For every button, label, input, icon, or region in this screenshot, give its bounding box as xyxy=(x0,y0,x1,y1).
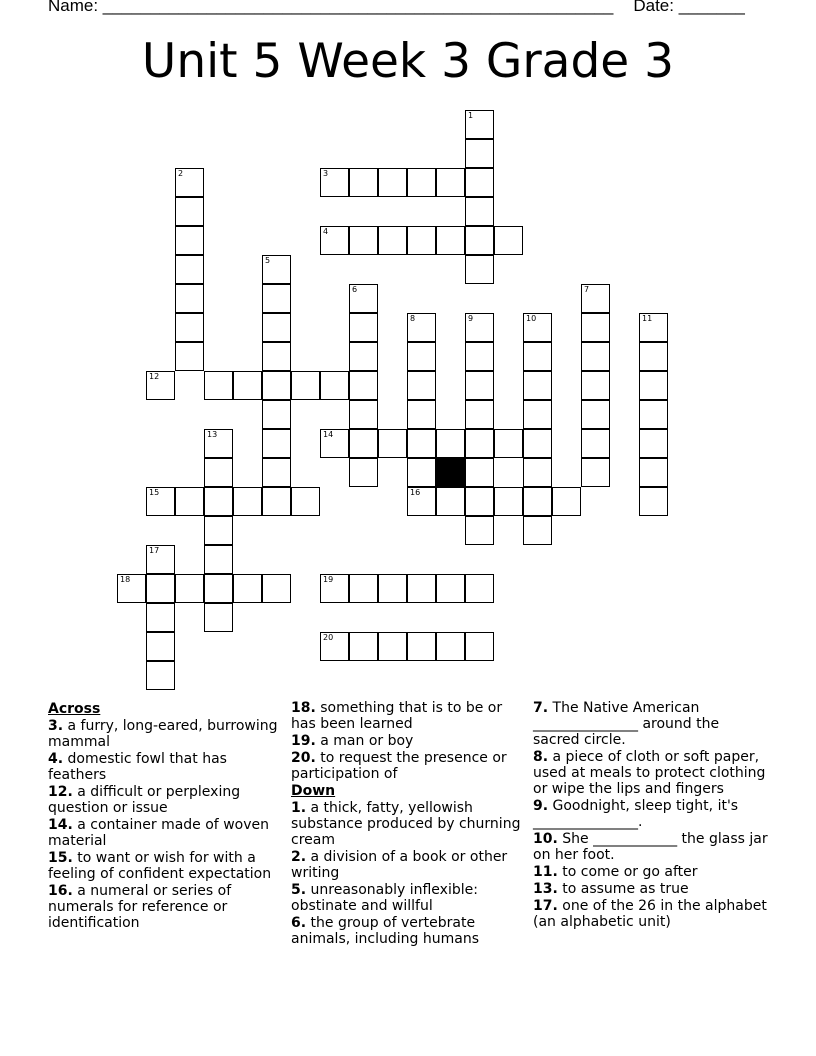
clue-text: something that is to be or has been learned xyxy=(291,700,503,732)
grid-cell[interactable] xyxy=(436,574,465,603)
grid-cell[interactable] xyxy=(465,516,494,545)
grid-cell[interactable] xyxy=(465,342,494,371)
grid-cell[interactable] xyxy=(320,574,349,603)
clue-text: a man or boy xyxy=(315,733,414,749)
grid-cell[interactable] xyxy=(175,313,204,342)
clue-number-label: 12. xyxy=(48,784,73,800)
clue-text: a thick, fatty, yellowish substance produced by churning cream xyxy=(291,800,521,848)
grid-cell[interactable] xyxy=(262,284,291,313)
grid-cell[interactable] xyxy=(639,342,668,371)
grid-cell[interactable] xyxy=(320,168,349,197)
grid-cell[interactable] xyxy=(465,226,494,255)
clue-number: 20 xyxy=(323,633,334,642)
grid-cell[interactable] xyxy=(465,458,494,487)
grid-cell[interactable] xyxy=(349,284,378,313)
grid-cell[interactable] xyxy=(436,168,465,197)
grid-cell[interactable] xyxy=(204,516,233,545)
grid-cell[interactable] xyxy=(262,400,291,429)
grid-cell[interactable] xyxy=(204,574,233,603)
grid-cell[interactable] xyxy=(175,255,204,284)
grid-cell[interactable] xyxy=(465,139,494,168)
clue-item xyxy=(291,882,523,914)
grid-cell[interactable] xyxy=(581,284,610,313)
grid-cell[interactable] xyxy=(349,574,378,603)
clue-item xyxy=(291,800,523,848)
clue-text: a piece of cloth or soft paper, used at meals to protect clothing or wipe the lips and fingers xyxy=(533,749,766,797)
grid-cell[interactable] xyxy=(465,168,494,197)
clue-text: unreasonably inflexible: obstinate and willful xyxy=(291,882,478,914)
clue-text: a numeral or series of numerals for reference or identification xyxy=(48,883,232,931)
grid-cell[interactable] xyxy=(407,429,436,458)
grid-cell[interactable] xyxy=(320,371,349,400)
clue-text: the group of vertebrate animals, including humans xyxy=(291,915,479,947)
grid-cell[interactable] xyxy=(465,197,494,226)
grid-cell[interactable] xyxy=(494,429,523,458)
grid-cell[interactable] xyxy=(349,342,378,371)
down-clue-list-continued xyxy=(533,700,769,930)
clue-number-label: 9. xyxy=(533,798,549,814)
grid-cell[interactable] xyxy=(465,400,494,429)
grid-cell[interactable] xyxy=(639,313,668,342)
clue-column-2 xyxy=(291,700,523,948)
clue-item xyxy=(48,784,278,816)
grid-cell[interactable] xyxy=(581,313,610,342)
clue-number: 16 xyxy=(410,488,421,497)
grid-cell[interactable] xyxy=(407,226,436,255)
grid-cell[interactable] xyxy=(204,458,233,487)
clue-number: 6 xyxy=(352,285,358,294)
clue-number-label: 19. xyxy=(291,733,316,749)
clue-item xyxy=(291,849,523,881)
clue-number-label: 18. xyxy=(291,700,316,716)
grid-cell[interactable] xyxy=(639,487,668,516)
clue-item xyxy=(533,749,769,797)
grid-cell[interactable] xyxy=(378,226,407,255)
grid-cell[interactable] xyxy=(175,487,204,516)
grid-cell[interactable] xyxy=(436,487,465,516)
grid-cell[interactable] xyxy=(233,574,262,603)
clue-item xyxy=(48,817,278,849)
clue-text: Goodnight, sleep tight, it's _______________. xyxy=(533,798,739,830)
clue-number-label: 11. xyxy=(533,864,558,880)
grid-cell[interactable] xyxy=(407,458,436,487)
clue-number: 5 xyxy=(265,256,271,265)
clue-item xyxy=(533,881,769,897)
grid-cell[interactable] xyxy=(262,371,291,400)
clue-text: a division of a book or other writing xyxy=(291,849,508,881)
clue-text: to want or wish for with a feeling of confident expectation xyxy=(48,850,272,882)
grid-cell[interactable] xyxy=(349,226,378,255)
grid-cell[interactable] xyxy=(639,400,668,429)
clue-item xyxy=(533,864,769,880)
clue-number: 19 xyxy=(323,575,334,584)
clue-item xyxy=(48,850,278,882)
clue-number-label: 7. xyxy=(533,700,549,716)
grid-cell[interactable] xyxy=(407,168,436,197)
clue-text: a furry, long-eared, burrowing mammal xyxy=(48,718,278,750)
clue-column-3 xyxy=(533,700,769,931)
grid-cell[interactable] xyxy=(465,313,494,342)
grid-cell[interactable] xyxy=(581,400,610,429)
grid-cell[interactable] xyxy=(262,313,291,342)
grid-cell[interactable] xyxy=(523,342,552,371)
clue-number-label: 2. xyxy=(291,849,307,865)
grid-cell[interactable] xyxy=(262,458,291,487)
clue-item xyxy=(533,700,769,748)
grid-cell[interactable] xyxy=(552,487,581,516)
grid-cell[interactable] xyxy=(639,458,668,487)
grid-cell[interactable] xyxy=(146,661,175,690)
grid-cell[interactable] xyxy=(146,487,175,516)
grid-cell[interactable] xyxy=(407,632,436,661)
grid-cell[interactable] xyxy=(523,400,552,429)
grid-cell[interactable] xyxy=(146,545,175,574)
grid-cell[interactable] xyxy=(465,574,494,603)
clue-number-label: 13. xyxy=(533,881,558,897)
clue-text: one of the 26 in the alphabet (an alphabetic unit) xyxy=(533,898,767,930)
grid-cell[interactable] xyxy=(204,487,233,516)
grid-cell[interactable] xyxy=(378,632,407,661)
grid-cell[interactable] xyxy=(639,429,668,458)
black-square xyxy=(436,458,465,487)
clue-number-label: 5. xyxy=(291,882,307,898)
clue-text: domestic fowl that has feathers xyxy=(48,751,227,783)
clue-number-label: 1. xyxy=(291,800,307,816)
clue-text: a container made of woven material xyxy=(48,817,269,849)
grid-cell[interactable] xyxy=(581,342,610,371)
clue-text: to request the presence or participation of xyxy=(291,750,507,782)
grid-cell[interactable] xyxy=(436,632,465,661)
clue-number-label: 6. xyxy=(291,915,307,931)
clue-number: 9 xyxy=(468,314,474,323)
grid-cell[interactable] xyxy=(465,255,494,284)
grid-cell[interactable] xyxy=(175,574,204,603)
clue-number-label: 20. xyxy=(291,750,316,766)
grid-cell[interactable] xyxy=(175,197,204,226)
grid-cell[interactable] xyxy=(523,313,552,342)
across-clue-list xyxy=(48,718,278,931)
grid-cell[interactable] xyxy=(349,400,378,429)
clue-number-label: 10. xyxy=(533,831,558,847)
grid-cell[interactable] xyxy=(233,487,262,516)
clue-number: 7 xyxy=(584,285,590,294)
clue-number-label: 15. xyxy=(48,850,73,866)
clue-item xyxy=(291,915,523,947)
grid-cell[interactable] xyxy=(175,168,204,197)
grid-cell[interactable] xyxy=(233,371,262,400)
clue-item xyxy=(291,700,523,732)
grid-cell[interactable] xyxy=(262,342,291,371)
grid-cell[interactable] xyxy=(407,574,436,603)
grid-cell[interactable] xyxy=(146,632,175,661)
clue-text: She ____________ the glass jar on her foot. xyxy=(533,831,768,863)
grid-cell[interactable] xyxy=(523,487,552,516)
grid-cell[interactable] xyxy=(465,487,494,516)
clue-column-1 xyxy=(48,700,278,932)
grid-cell[interactable] xyxy=(262,487,291,516)
grid-cell[interactable] xyxy=(581,458,610,487)
grid-cell[interactable] xyxy=(204,429,233,458)
clue-number-label: 3. xyxy=(48,718,64,734)
grid-cell[interactable] xyxy=(494,226,523,255)
grid-cell[interactable] xyxy=(407,342,436,371)
grid-cell[interactable] xyxy=(146,371,175,400)
clue-text: to come or go after xyxy=(557,864,698,880)
grid-cell[interactable] xyxy=(175,226,204,255)
clue-number-label: 16. xyxy=(48,883,73,899)
grid-cell[interactable] xyxy=(204,545,233,574)
grid-cell[interactable] xyxy=(320,226,349,255)
grid-cell[interactable] xyxy=(320,429,349,458)
grid-cell[interactable] xyxy=(465,632,494,661)
clue-number: 14 xyxy=(323,430,334,439)
grid-cell[interactable] xyxy=(378,429,407,458)
grid-cell[interactable] xyxy=(175,284,204,313)
clue-text: to assume as true xyxy=(557,881,689,897)
grid-cell[interactable] xyxy=(581,371,610,400)
grid-cell[interactable] xyxy=(320,632,349,661)
grid-cell[interactable] xyxy=(523,458,552,487)
clue-item xyxy=(48,718,278,750)
clue-number: 4 xyxy=(323,227,329,236)
grid-cell[interactable] xyxy=(639,371,668,400)
grid-cell[interactable] xyxy=(523,516,552,545)
grid-cell[interactable] xyxy=(349,632,378,661)
clue-number-label: 8. xyxy=(533,749,549,765)
clue-item xyxy=(291,733,523,749)
grid-cell[interactable] xyxy=(378,168,407,197)
grid-cell[interactable] xyxy=(407,487,436,516)
clue-text: The Native American _______________ around the sacred circle. xyxy=(533,700,720,748)
grid-cell[interactable] xyxy=(407,313,436,342)
grid-cell[interactable] xyxy=(349,371,378,400)
across-heading: Across xyxy=(48,701,101,717)
clue-item xyxy=(291,750,523,782)
clue-number-label: 14. xyxy=(48,817,73,833)
clue-number: 1 xyxy=(468,111,474,120)
grid-cell[interactable] xyxy=(204,371,233,400)
clue-number: 18 xyxy=(120,575,131,584)
grid-cell[interactable] xyxy=(262,429,291,458)
grid-cell[interactable] xyxy=(146,603,175,632)
clue-number: 11 xyxy=(642,314,653,323)
grid-cell[interactable] xyxy=(407,371,436,400)
grid-cell[interactable] xyxy=(291,371,320,400)
clue-number: 13 xyxy=(207,430,218,439)
grid-cell[interactable] xyxy=(262,255,291,284)
grid-cell[interactable] xyxy=(146,574,175,603)
clue-number: 3 xyxy=(323,169,329,178)
clue-number: 15 xyxy=(149,488,160,497)
down-heading: Down xyxy=(291,783,336,799)
clue-text: a difficult or perplexing question or issue xyxy=(48,784,241,816)
grid-cell[interactable] xyxy=(436,429,465,458)
grid-cell[interactable] xyxy=(407,400,436,429)
clue-item xyxy=(533,798,769,830)
clue-number: 17 xyxy=(149,546,160,555)
clue-number-label: 17. xyxy=(533,898,558,914)
grid-cell[interactable] xyxy=(117,574,146,603)
clue-item xyxy=(533,831,769,863)
grid-cell[interactable] xyxy=(465,110,494,139)
grid-cell[interactable] xyxy=(349,458,378,487)
across-clue-list-continued xyxy=(291,700,523,782)
grid-cell[interactable] xyxy=(262,574,291,603)
clue-number-label: 4. xyxy=(48,751,64,767)
page-title: Unit 5 Week 3 Grade 3 xyxy=(141,34,675,89)
date-field[interactable]: Date: _______ xyxy=(633,0,745,15)
grid-cell[interactable] xyxy=(378,574,407,603)
grid-cell[interactable] xyxy=(349,429,378,458)
grid-cell[interactable] xyxy=(175,342,204,371)
clue-number: 12 xyxy=(149,372,160,381)
grid-cell[interactable] xyxy=(291,487,320,516)
clue-item xyxy=(48,751,278,783)
clue-number: 8 xyxy=(410,314,416,323)
name-field[interactable]: Name: ______________________________________________________ xyxy=(48,0,614,15)
down-clue-list xyxy=(291,800,523,947)
grid-cell[interactable] xyxy=(204,603,233,632)
grid-cell[interactable] xyxy=(523,429,552,458)
grid-cell[interactable] xyxy=(523,371,552,400)
grid-cell[interactable] xyxy=(581,429,610,458)
grid-cell[interactable] xyxy=(349,313,378,342)
clue-item xyxy=(533,898,769,930)
grid-cell[interactable] xyxy=(465,429,494,458)
clue-number: 10 xyxy=(526,314,537,323)
clue-number: 2 xyxy=(178,169,184,178)
grid-cell[interactable] xyxy=(349,168,378,197)
grid-cell[interactable] xyxy=(494,487,523,516)
grid-cell[interactable] xyxy=(436,226,465,255)
grid-cell[interactable] xyxy=(465,371,494,400)
clue-item xyxy=(48,883,278,931)
